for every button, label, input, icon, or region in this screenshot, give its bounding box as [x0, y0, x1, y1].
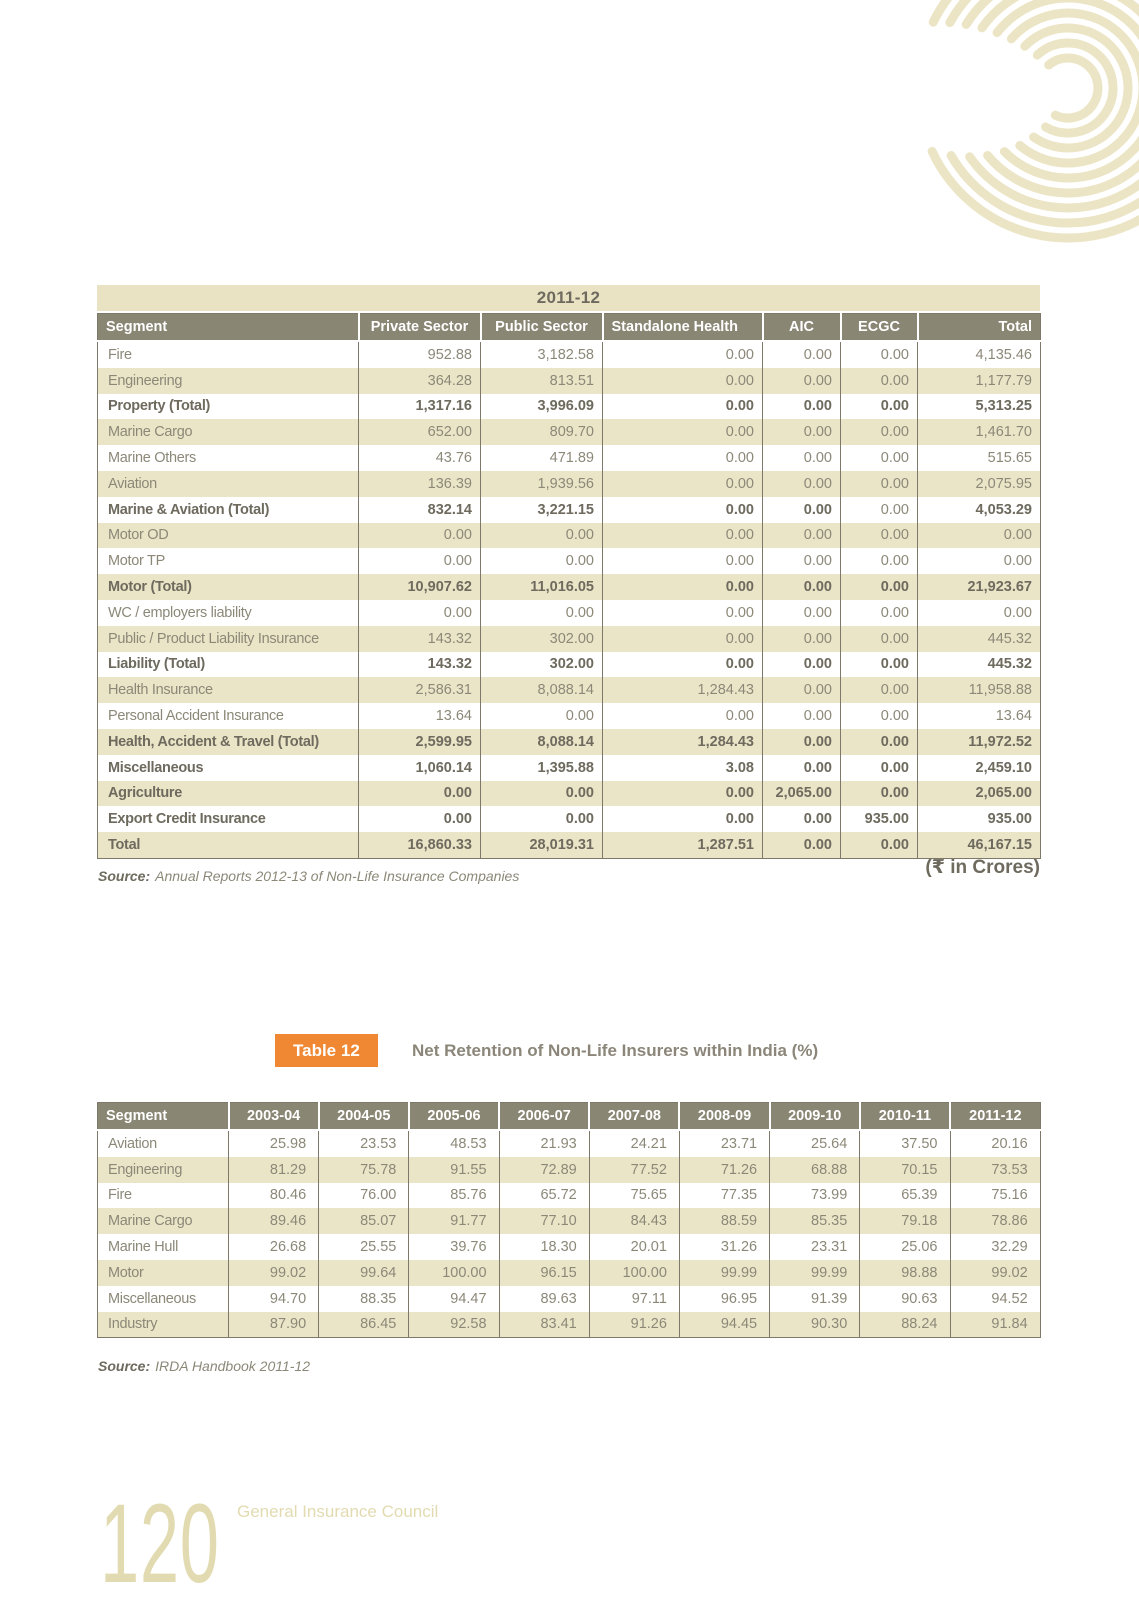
segment-cell: Public / Product Liability Insurance [108, 630, 319, 647]
value-cell: 0.00 [763, 652, 841, 678]
column-header: 2011-12 [950, 1103, 1040, 1131]
value-cell: 73.53 [950, 1157, 1040, 1183]
value-cell: 2,586.31 [359, 677, 481, 703]
column-header: AIC [763, 314, 841, 342]
value-cell: 0.00 [481, 806, 603, 832]
segment-cell: Total [108, 837, 141, 854]
segment-cell: Export Credit Insurance [108, 811, 266, 828]
value-cell: 0.00 [841, 394, 918, 420]
value-cell: 832.14 [359, 497, 481, 523]
value-cell: 79.18 [860, 1208, 950, 1234]
value-cell: 81.29 [229, 1157, 319, 1183]
value-cell: 3,996.09 [481, 394, 603, 420]
value-cell: 1,939.56 [481, 471, 603, 497]
value-cell: 3.08 [603, 755, 763, 781]
value-cell: 96.15 [499, 1260, 589, 1286]
header-row [98, 1103, 1041, 1131]
value-cell: 0.00 [603, 806, 763, 832]
segment-cell: Marine Cargo [108, 1213, 193, 1230]
value-cell: 143.32 [359, 626, 481, 652]
value-cell: 0.00 [603, 574, 763, 600]
value-cell: 0.00 [359, 548, 481, 574]
value-cell: 86.45 [319, 1312, 409, 1338]
value-cell: 0.00 [841, 677, 918, 703]
value-cell: 78.86 [950, 1208, 1040, 1234]
value-cell: 0.00 [603, 523, 763, 549]
value-cell: 13.64 [359, 703, 481, 729]
value-cell: 25.06 [860, 1234, 950, 1260]
value-cell: 2,599.95 [359, 729, 481, 755]
value-cell: 99.02 [950, 1260, 1040, 1286]
value-cell: 88.24 [860, 1312, 950, 1338]
table-row [98, 471, 1041, 497]
value-cell: 8,088.14 [481, 677, 603, 703]
value-cell: 91.77 [409, 1208, 499, 1234]
value-cell: 515.65 [918, 445, 1041, 471]
segment-cell: Aviation [108, 1135, 157, 1152]
segment-cell: Property (Total) [108, 398, 211, 415]
value-cell: 89.63 [499, 1286, 589, 1312]
value-cell: 1,177.79 [918, 368, 1041, 394]
table-row [98, 652, 1041, 678]
value-cell: 3,182.58 [481, 341, 603, 368]
value-cell: 3,221.15 [481, 497, 603, 523]
value-cell: 935.00 [918, 806, 1041, 832]
segment-cell: Motor OD [108, 527, 169, 544]
value-cell: 935.00 [841, 806, 918, 832]
value-cell: 89.46 [229, 1208, 319, 1234]
table-row [98, 1312, 1041, 1338]
value-cell: 97.11 [589, 1286, 679, 1312]
value-cell: 1,461.70 [918, 419, 1041, 445]
segment-cell: Marine & Aviation (Total) [108, 501, 270, 518]
value-cell: 0.00 [841, 497, 918, 523]
value-cell: 70.15 [860, 1157, 950, 1183]
premium-table-section [97, 285, 1040, 859]
column-header: Total [918, 314, 1041, 342]
value-cell: 0.00 [841, 729, 918, 755]
footer-org-name: General Insurance Council [237, 1502, 439, 1521]
segment-cell: Engineering [108, 1161, 183, 1178]
value-cell: 94.47 [409, 1286, 499, 1312]
value-cell: 46,167.15 [918, 832, 1041, 858]
column-header: 2004-05 [319, 1103, 409, 1131]
value-cell: 302.00 [481, 652, 603, 678]
segment-cell: WC / employers liability [108, 604, 252, 621]
value-cell: 0.00 [603, 781, 763, 807]
value-cell: 2,065.00 [918, 781, 1041, 807]
value-cell: 83.41 [499, 1312, 589, 1338]
value-cell: 73.99 [770, 1183, 860, 1209]
value-cell: 4,135.46 [918, 341, 1041, 368]
table-row [98, 1183, 1041, 1209]
source-label: Source: [98, 868, 151, 884]
value-cell: 0.00 [763, 394, 841, 420]
value-cell: 8,088.14 [481, 729, 603, 755]
value-cell: 91.55 [409, 1157, 499, 1183]
value-cell: 0.00 [763, 341, 841, 368]
value-cell: 1,317.16 [359, 394, 481, 420]
value-cell: 85.35 [770, 1208, 860, 1234]
value-cell: 99.64 [319, 1260, 409, 1286]
value-cell: 0.00 [359, 600, 481, 626]
column-header: 2003-04 [229, 1103, 319, 1131]
value-cell: 87.90 [229, 1312, 319, 1338]
column-header: 2010-11 [860, 1103, 950, 1131]
value-cell: 25.98 [229, 1130, 319, 1157]
value-cell: 0.00 [763, 600, 841, 626]
source-label: Source: [98, 1358, 151, 1374]
value-cell: 39.76 [409, 1234, 499, 1260]
value-cell: 0.00 [841, 755, 918, 781]
value-cell: 85.07 [319, 1208, 409, 1234]
value-cell: 0.00 [841, 626, 918, 652]
value-cell: 813.51 [481, 368, 603, 394]
value-cell: 0.00 [359, 806, 481, 832]
value-cell: 75.16 [950, 1183, 1040, 1209]
segment-cell: Miscellaneous [108, 1290, 196, 1307]
value-cell: 1,284.43 [603, 677, 763, 703]
value-cell: 90.30 [770, 1312, 860, 1338]
value-cell: 0.00 [763, 703, 841, 729]
value-cell: 0.00 [603, 341, 763, 368]
value-cell: 2,065.00 [763, 781, 841, 807]
value-cell: 92.58 [409, 1312, 499, 1338]
value-cell: 96.95 [679, 1286, 769, 1312]
value-cell: 809.70 [481, 419, 603, 445]
segment-cell: Health, Accident & Travel (Total) [108, 733, 319, 750]
value-cell: 0.00 [841, 652, 918, 678]
table-row [98, 781, 1041, 807]
value-cell: 0.00 [603, 652, 763, 678]
value-cell: 302.00 [481, 626, 603, 652]
value-cell: 88.59 [679, 1208, 769, 1234]
segment-cell: Industry [108, 1316, 158, 1333]
column-header: 2006-07 [499, 1103, 589, 1131]
value-cell: 11,958.88 [918, 677, 1041, 703]
value-cell: 0.00 [603, 497, 763, 523]
table-row [98, 677, 1041, 703]
value-cell: 48.53 [409, 1130, 499, 1157]
value-cell: 652.00 [359, 419, 481, 445]
table-row [98, 1286, 1041, 1312]
value-cell: 71.26 [679, 1157, 769, 1183]
value-cell: 20.16 [950, 1130, 1040, 1157]
value-cell: 20.01 [589, 1234, 679, 1260]
value-cell: 65.72 [499, 1183, 589, 1209]
value-cell: 0.00 [603, 419, 763, 445]
table-row [98, 1208, 1041, 1234]
value-cell: 100.00 [589, 1260, 679, 1286]
value-cell: 77.10 [499, 1208, 589, 1234]
value-cell: 0.00 [841, 548, 918, 574]
value-cell: 91.39 [770, 1286, 860, 1312]
value-cell: 43.76 [359, 445, 481, 471]
segment-cell: Fire [108, 346, 132, 363]
value-cell: 0.00 [603, 368, 763, 394]
value-cell: 0.00 [603, 471, 763, 497]
value-cell: 99.99 [770, 1260, 860, 1286]
value-cell: 0.00 [763, 548, 841, 574]
value-cell: 0.00 [763, 729, 841, 755]
value-cell: 11,016.05 [481, 574, 603, 600]
segment-cell: Health Insurance [108, 682, 213, 699]
value-cell: 2,075.95 [918, 471, 1041, 497]
retention-table-section [97, 1102, 1040, 1338]
table-12-badge: Table 12 [275, 1034, 378, 1067]
value-cell: 0.00 [841, 781, 918, 807]
value-cell: 0.00 [603, 394, 763, 420]
value-cell: 85.76 [409, 1183, 499, 1209]
value-cell: 1,060.14 [359, 755, 481, 781]
value-cell: 32.29 [950, 1234, 1040, 1260]
value-cell: 0.00 [763, 574, 841, 600]
value-cell: 0.00 [841, 341, 918, 368]
value-cell: 94.52 [950, 1286, 1040, 1312]
value-cell: 76.00 [319, 1183, 409, 1209]
value-cell: 26.68 [229, 1234, 319, 1260]
column-header: 2005-06 [409, 1103, 499, 1131]
header-row [98, 314, 1041, 342]
segment-cell: Motor (Total) [108, 579, 192, 596]
segment-cell: Motor TP [108, 553, 165, 570]
value-cell: 0.00 [603, 445, 763, 471]
segment-cell: Fire [108, 1187, 132, 1204]
value-cell: 1,395.88 [481, 755, 603, 781]
value-cell: 0.00 [603, 600, 763, 626]
value-cell: 13.64 [918, 703, 1041, 729]
value-cell: 90.63 [860, 1286, 950, 1312]
value-cell: 0.00 [763, 755, 841, 781]
column-header: Public Sector [481, 314, 603, 342]
table-row [98, 1234, 1041, 1260]
column-header: 2007-08 [589, 1103, 679, 1131]
column-header: Segment [98, 1103, 229, 1131]
source-text: IRDA Handbook 2011-12 [155, 1358, 310, 1374]
value-cell: 0.00 [763, 445, 841, 471]
value-cell: 0.00 [763, 419, 841, 445]
value-cell: 94.70 [229, 1286, 319, 1312]
value-cell: 0.00 [841, 703, 918, 729]
retention-table-source [98, 1358, 310, 1374]
value-cell: 28,019.31 [481, 832, 603, 858]
table-row [98, 832, 1041, 858]
segment-cell: Aviation [108, 475, 157, 492]
value-cell: 94.45 [679, 1312, 769, 1338]
value-cell: 0.00 [481, 781, 603, 807]
value-cell: 99.99 [679, 1260, 769, 1286]
table-row [98, 574, 1041, 600]
value-cell: 100.00 [409, 1260, 499, 1286]
value-cell: 23.53 [319, 1130, 409, 1157]
table-row [98, 806, 1041, 832]
value-cell: 0.00 [763, 368, 841, 394]
table-row [98, 755, 1041, 781]
value-cell: 25.64 [770, 1130, 860, 1157]
table-row [98, 703, 1041, 729]
segment-cell: Marine Cargo [108, 424, 193, 441]
value-cell: 72.89 [499, 1157, 589, 1183]
value-cell: 18.30 [499, 1234, 589, 1260]
value-cell: 0.00 [603, 703, 763, 729]
value-cell: 0.00 [841, 523, 918, 549]
value-cell: 0.00 [603, 548, 763, 574]
value-cell: 0.00 [841, 445, 918, 471]
table-row [98, 600, 1041, 626]
segment-cell: Marine Others [108, 450, 196, 467]
value-cell: 0.00 [763, 471, 841, 497]
value-cell: 99.02 [229, 1260, 319, 1286]
value-cell: 364.28 [359, 368, 481, 394]
value-cell: 37.50 [860, 1130, 950, 1157]
value-cell: 0.00 [481, 548, 603, 574]
segment-cell: Motor [108, 1264, 144, 1281]
value-cell: 0.00 [763, 832, 841, 858]
value-cell: 0.00 [841, 471, 918, 497]
value-cell: 23.31 [770, 1234, 860, 1260]
value-cell: 445.32 [918, 626, 1041, 652]
value-cell: 0.00 [359, 781, 481, 807]
table-row [98, 419, 1041, 445]
value-cell: 0.00 [918, 523, 1041, 549]
value-cell: 445.32 [918, 652, 1041, 678]
value-cell: 0.00 [841, 368, 918, 394]
table-row [98, 368, 1041, 394]
table-row [98, 729, 1041, 755]
column-header: Standalone Health [603, 314, 763, 342]
value-cell: 75.78 [319, 1157, 409, 1183]
table-row [98, 626, 1041, 652]
segment-cell: Engineering [108, 372, 183, 389]
table-row [98, 1130, 1041, 1157]
table-row [98, 548, 1041, 574]
value-cell: 31.26 [679, 1234, 769, 1260]
segment-cell: Agriculture [108, 785, 183, 802]
value-cell: 4,053.29 [918, 497, 1041, 523]
year-band: 2011-12 [97, 285, 1040, 311]
table-row [98, 523, 1041, 549]
value-cell: 91.84 [950, 1312, 1040, 1338]
value-cell: 0.00 [918, 600, 1041, 626]
table-row [98, 341, 1041, 368]
table-row [98, 1157, 1041, 1183]
value-cell: 0.00 [763, 523, 841, 549]
value-cell: 0.00 [359, 523, 481, 549]
value-cell: 65.39 [860, 1183, 950, 1209]
column-header: ECGC [841, 314, 918, 342]
value-cell: 471.89 [481, 445, 603, 471]
value-cell: 10,907.62 [359, 574, 481, 600]
table-row [98, 394, 1041, 420]
value-cell: 75.65 [589, 1183, 679, 1209]
segment-cell: Marine Hull [108, 1239, 179, 1256]
net-retention-table [97, 1102, 1041, 1338]
source-text: Annual Reports 2012-13 of Non-Life Insurance Companies [155, 868, 520, 884]
value-cell: 143.32 [359, 652, 481, 678]
unit-note-rupees-in-crores: (₹ in Crores) [925, 857, 1040, 878]
value-cell: 68.88 [770, 1157, 860, 1183]
value-cell: 0.00 [481, 600, 603, 626]
segment-cell: Miscellaneous [108, 759, 204, 776]
column-header: 2009-10 [770, 1103, 860, 1131]
value-cell: 11,972.52 [918, 729, 1041, 755]
value-cell: 5,313.25 [918, 394, 1041, 420]
column-header: Private Sector [359, 314, 481, 342]
value-cell: 0.00 [603, 626, 763, 652]
value-cell: 136.39 [359, 471, 481, 497]
value-cell: 21.93 [499, 1130, 589, 1157]
value-cell: 77.52 [589, 1157, 679, 1183]
value-cell: 0.00 [763, 626, 841, 652]
value-cell: 84.43 [589, 1208, 679, 1234]
value-cell: 2,459.10 [918, 755, 1041, 781]
value-cell: 0.00 [841, 832, 918, 858]
value-cell: 21,923.67 [918, 574, 1041, 600]
value-cell: 0.00 [918, 548, 1041, 574]
value-cell: 0.00 [481, 523, 603, 549]
premium-by-segment-table [97, 313, 1041, 859]
value-cell: 88.35 [319, 1286, 409, 1312]
value-cell: 1,287.51 [603, 832, 763, 858]
page-number: 120 [100, 1481, 220, 1600]
segment-cell: Liability (Total) [108, 656, 205, 673]
retention-table-title: Net Retention of Non-Life Insurers within India (%) [412, 1041, 819, 1060]
value-cell: 0.00 [763, 806, 841, 832]
segment-cell: Personal Accident Insurance [108, 708, 284, 725]
value-cell: 77.35 [679, 1183, 769, 1209]
value-cell: 0.00 [481, 703, 603, 729]
value-cell: 0.00 [763, 677, 841, 703]
value-cell: 16,860.33 [359, 832, 481, 858]
value-cell: 0.00 [841, 600, 918, 626]
value-cell: 1,284.43 [603, 729, 763, 755]
value-cell: 80.46 [229, 1183, 319, 1209]
value-cell: 91.26 [589, 1312, 679, 1338]
table-row [98, 497, 1041, 523]
table-row [98, 445, 1041, 471]
value-cell: 25.55 [319, 1234, 409, 1260]
value-cell: 0.00 [763, 497, 841, 523]
value-cell: 952.88 [359, 341, 481, 368]
table-row [98, 1260, 1041, 1286]
value-cell: 24.21 [589, 1130, 679, 1157]
column-header: Segment [98, 314, 359, 342]
concentric-arcs-logo [0, 0, 1139, 260]
value-cell: 23.71 [679, 1130, 769, 1157]
premium-table-source [98, 868, 519, 884]
value-cell: 0.00 [841, 574, 918, 600]
value-cell: 98.88 [860, 1260, 950, 1286]
value-cell: 0.00 [841, 419, 918, 445]
column-header: 2008-09 [679, 1103, 769, 1131]
